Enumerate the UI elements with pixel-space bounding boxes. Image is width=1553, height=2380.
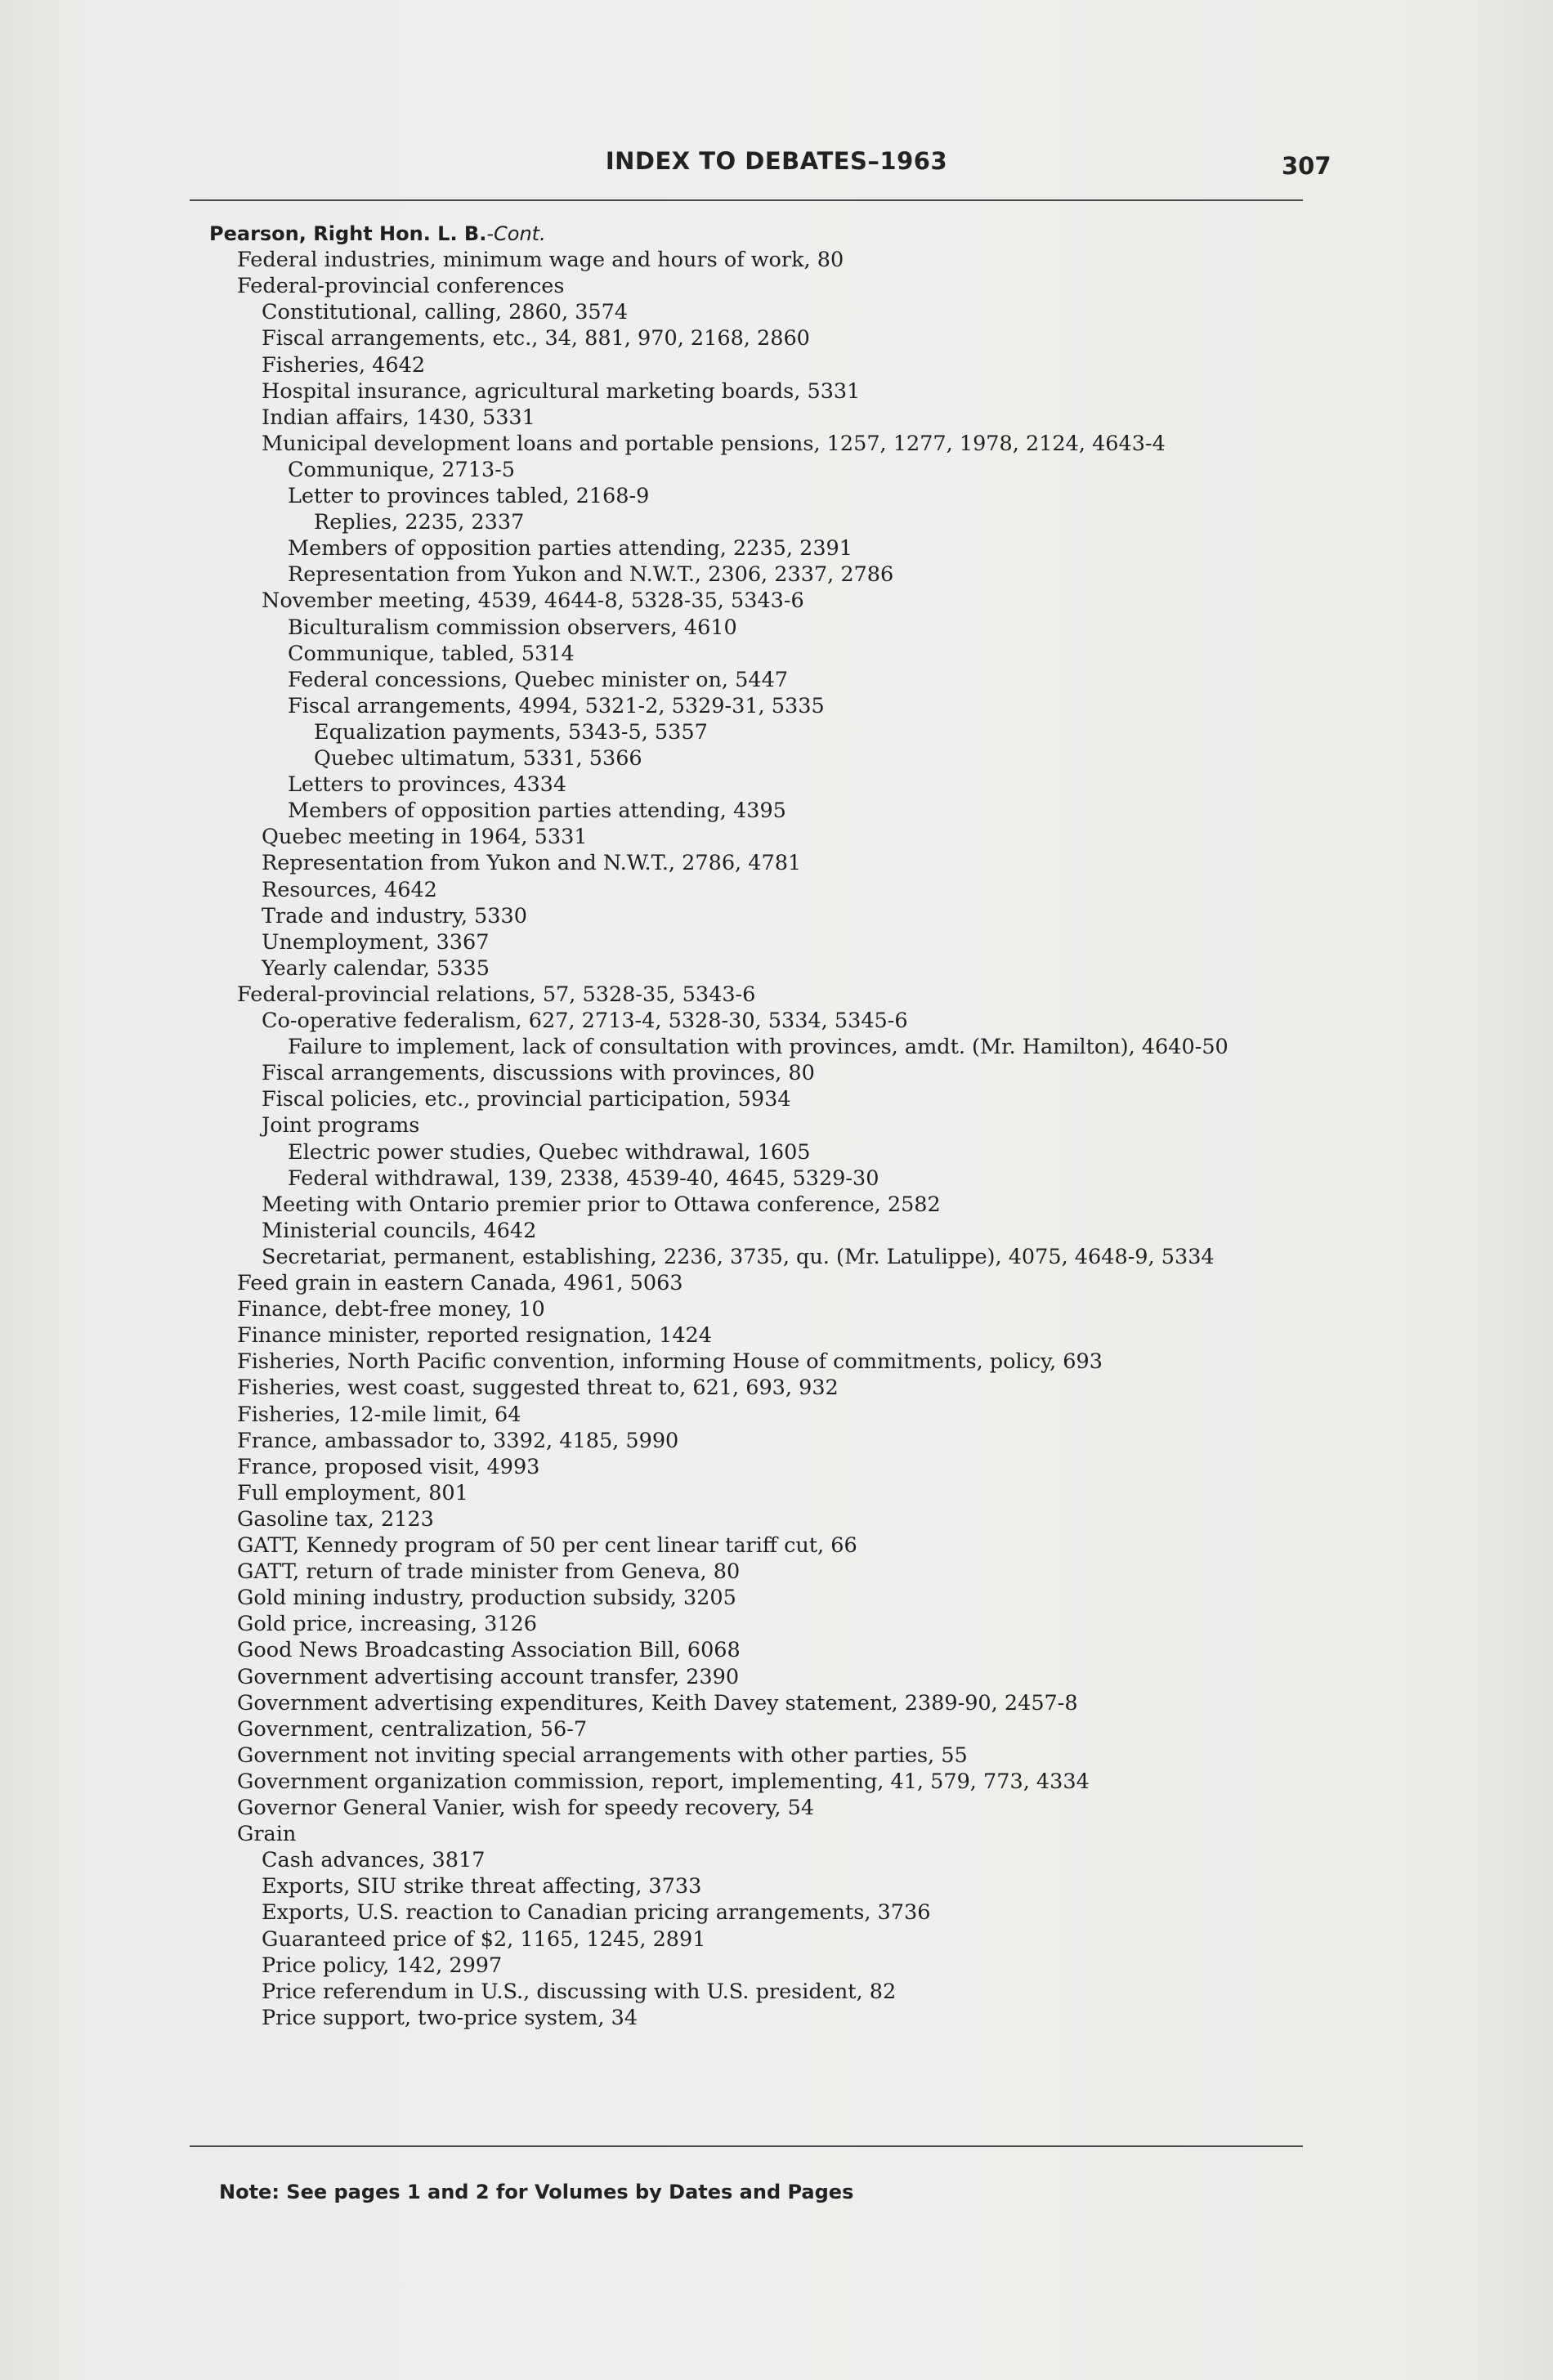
- index-entry: [262, 955, 490, 982]
- index-entry: [262, 929, 489, 955]
- index-entry: [288, 1034, 1229, 1060]
- index-entry: [314, 509, 524, 535]
- index-entry: [288, 798, 786, 824]
- index-entry: [262, 1873, 701, 1899]
- entry-text: Government, centralization, 56-7: [237, 1716, 588, 1742]
- index-entry: [262, 1060, 815, 1086]
- entry-text: Trade and industry, 5330: [262, 903, 527, 928]
- entry-text: Biculturalism commission observers, 4610: [288, 615, 737, 640]
- index-entry: [237, 1559, 740, 1585]
- index-entry: [288, 693, 825, 719]
- index-entry: [262, 1086, 791, 1112]
- index-entry: [262, 431, 1166, 457]
- entry-text: Fiscal policies, etc., provincial participation, 5934: [262, 1087, 791, 1112]
- entry-text: Federal-provincial relations, 57, 5328-35, 5343-6: [237, 982, 756, 1007]
- entry-text: Good News Broadcasting Association Bill, 6068: [237, 1638, 741, 1663]
- entry-text: Government advertising expenditures, Keith Davey statement, 2389-90, 2457-8: [237, 1690, 1078, 1716]
- index-entry: [262, 352, 425, 378]
- entry-text: Ministerial councils, 4642: [262, 1218, 537, 1243]
- index-entry: [262, 1979, 896, 2005]
- index-entry: [237, 1716, 587, 1742]
- index-entry: [262, 1112, 419, 1139]
- entry-text: Resources, 4642: [262, 877, 437, 902]
- index-entry: [237, 1742, 968, 1769]
- entry-text: Letters to provinces, 4334: [288, 772, 567, 798]
- index-entry: [262, 325, 810, 351]
- page-number: 307: [1282, 152, 1331, 180]
- entry-text: Government advertising account transfer, 2390: [237, 1664, 740, 1689]
- index-entry: [262, 877, 437, 903]
- index-entry: [237, 1322, 712, 1349]
- index-entry: [314, 745, 642, 772]
- entry-text: Price policy, 142, 2997: [262, 1953, 503, 1978]
- entry-text: Guaranteed price of $2, 1165, 1245, 2891: [262, 1926, 706, 1952]
- entry-text: Communique, tabled, 5314: [288, 641, 575, 666]
- entry-text: Federal withdrawal, 139, 2338, 4539-40, 4645, 5329-30: [288, 1165, 879, 1191]
- index-entry: [288, 641, 575, 667]
- entry-text: Gold mining industry, production subsidy, 3205: [237, 1586, 736, 1611]
- footer-note: Note: See pages 1 and 2 for Volumes by Dates and Pages: [219, 2181, 854, 2203]
- index-entry: [237, 1821, 296, 1847]
- entry-text: Cash advances, 3817: [262, 1848, 486, 1873]
- entry-text: Unemployment, 3367: [262, 929, 490, 955]
- entry-text: Government not inviting special arrangements with other parties, 55: [237, 1742, 968, 1768]
- entry-text: Fisheries, west coast, suggested threat to, 621, 693, 932: [237, 1376, 839, 1401]
- entry-text: GATT, Kennedy program of 50 per cent linear tariff cut, 66: [237, 1533, 857, 1558]
- entry-text: Meeting with Ontario premier prior to Ottawa conference, 2582: [262, 1192, 941, 1217]
- index-entry: [288, 535, 853, 561]
- entry-text: Pearson, Right Hon. L. B.: [209, 222, 487, 245]
- entry-text: Price referendum in U.S., discussing with U.S. president, 82: [262, 1979, 897, 2004]
- index-entry: [237, 1270, 683, 1296]
- index-entry: [237, 982, 755, 1008]
- entry-text: Federal-provincial conferences: [237, 274, 565, 299]
- index-entry: [262, 1953, 502, 1979]
- entry-text: Federal industries, minimum wage and hours of work, 80: [237, 248, 844, 273]
- index-entry: [237, 1664, 739, 1690]
- entry-text: November meeting, 4539, 4644-8, 5328-35, 5343-6: [262, 588, 804, 614]
- entry-text: Representation from Yukon and N.W.T., 2786, 4781: [262, 851, 802, 876]
- index-entry: [262, 1218, 536, 1244]
- entry-text: Fiscal arrangements, 4994, 5321-2, 5329-31, 5335: [288, 693, 825, 718]
- footer-rule: [190, 2145, 1303, 2147]
- entry-text: Feed grain in eastern Canada, 4961, 5063: [237, 1271, 683, 1295]
- entry-text: Members of opposition parties attending, 4395: [288, 799, 786, 824]
- index-entry: [262, 2005, 638, 2031]
- index-entry: [288, 772, 566, 798]
- entry-text: Finance, debt-free money, 10: [237, 1297, 545, 1322]
- index-entry: [237, 1349, 1103, 1375]
- entry-text: France, ambassador to, 3392, 4185, 5990: [237, 1428, 679, 1453]
- entry-text: Constitutional, calling, 2860, 3574: [262, 300, 629, 325]
- index-entry: [262, 1899, 930, 1926]
- index-heading: [209, 221, 546, 247]
- index-entry: [237, 1769, 1090, 1795]
- entry-text: Electric power studies, Quebec withdrawal, 1605: [288, 1139, 811, 1165]
- entry-text: Quebec meeting in 1964, 5331: [262, 825, 588, 850]
- entry-text: Letter to provinces tabled, 2168-9: [288, 484, 650, 508]
- entry-text: Communique, 2713-5: [288, 457, 516, 482]
- index-entry: [237, 1637, 741, 1663]
- index-entry: [262, 1847, 485, 1873]
- index-entry: [237, 1611, 537, 1637]
- entry-text: Equalization payments, 5343-5, 5357: [314, 719, 708, 745]
- index-entry: [288, 667, 788, 693]
- index-entry: [288, 483, 649, 509]
- entry-continued: -Cont.: [486, 222, 546, 245]
- entry-text: Federal concessions, Quebec minister on, 5447: [288, 667, 789, 692]
- index-entry: [262, 1192, 941, 1218]
- index-entry: [237, 247, 844, 273]
- entry-text: Fisheries, 12-mile limit, 64: [237, 1402, 521, 1427]
- index-entry: [237, 1296, 545, 1322]
- index-entry: [237, 1375, 839, 1401]
- entry-text: GATT, return of trade minister from Geneva, 80: [237, 1559, 741, 1585]
- index-entry: [237, 1454, 539, 1480]
- entry-text: Yearly calendar, 5335: [262, 955, 490, 981]
- entry-text: Co-operative federalism, 627, 2713-4, 5328-30, 5334, 5345-6: [262, 1009, 908, 1033]
- index-entry: [237, 1690, 1078, 1716]
- index-entry: [288, 1165, 879, 1192]
- page-title: INDEX TO DEBATES–1963: [605, 147, 948, 175]
- index-entry: [288, 1139, 811, 1165]
- index-entry: [262, 903, 527, 929]
- entry-text: Finance minister, reported resignation, 1424: [237, 1323, 712, 1349]
- index-entry: [262, 1244, 1215, 1270]
- entry-text: Full employment, 801: [237, 1480, 468, 1505]
- index-entry: [288, 615, 737, 641]
- index-entry: [237, 1795, 814, 1821]
- entry-text: Indian affairs, 1430, 5331: [262, 405, 535, 430]
- index-entry: [262, 405, 535, 431]
- index-entry: [262, 378, 860, 405]
- index-entry: [288, 561, 893, 588]
- index-entry: [262, 850, 801, 876]
- entry-text: Government organization commission, report, implementing, 41, 579, 773, 4334: [237, 1769, 1090, 1794]
- index-entry: [262, 588, 804, 614]
- entry-text: Joint programs: [262, 1113, 420, 1139]
- entry-text: Representation from Yukon and N.W.T., 2306, 2337, 2786: [288, 562, 894, 588]
- entry-text: Quebec ultimatum, 5331, 5366: [314, 746, 642, 771]
- index-entry: [314, 719, 708, 745]
- index-entry: [237, 1480, 468, 1506]
- entry-text: Gasoline tax, 2123: [237, 1506, 434, 1532]
- index-entry: [262, 824, 588, 850]
- index-entry: [237, 1428, 678, 1454]
- entry-text: Members of opposition parties attending, 2235, 2391: [288, 536, 853, 561]
- entry-text: Price support, two-price system, 34: [262, 2005, 638, 2030]
- entry-text: France, proposed visit, 4993: [237, 1454, 540, 1479]
- entry-text: Fiscal arrangements, discussions with provinces, 80: [262, 1061, 815, 1086]
- entry-text: Replies, 2235, 2337: [314, 510, 525, 535]
- entry-text: Fisheries, 4642: [262, 352, 426, 378]
- entry-text: Hospital insurance, agricultural marketing boards, 5331: [262, 378, 861, 404]
- entry-text: Municipal development loans and portable pensions, 1257, 1277, 1978, 2124, 4643-4: [262, 431, 1166, 456]
- index-entry: [237, 1532, 857, 1559]
- entry-text: Grain: [237, 1822, 297, 1847]
- entry-text: Failure to implement, lack of consultation with provinces, amdt. (Mr. Hamilton), 4640-50: [288, 1035, 1229, 1060]
- index-entry: [262, 1926, 705, 1953]
- entry-text: Exports, U.S. reaction to Canadian pricing arrangements, 3736: [262, 1900, 931, 1926]
- index-entry: [237, 273, 564, 299]
- index-entry: [237, 1506, 434, 1532]
- entry-text: Exports, SIU strike threat affecting, 3733: [262, 1874, 702, 1899]
- index-entry: [237, 1585, 736, 1611]
- entry-text: Fisheries, North Pacific convention, informing House of commitments, policy, 693: [237, 1349, 1103, 1375]
- entry-text: Fiscal arrangements, etc., 34, 881, 970, 2168, 2860: [262, 326, 810, 351]
- index-entry: [237, 1402, 521, 1428]
- index-entry: [262, 1008, 908, 1034]
- entry-text: Secretariat, permanent, establishing, 2236, 3735, qu. (Mr. Latulippe), 4075, 4648-9, 5334: [262, 1244, 1215, 1269]
- entry-text: Governor General Vanier, wish for speedy recovery, 54: [237, 1796, 815, 1820]
- header-rule: [190, 199, 1303, 201]
- entry-text: Gold price, increasing, 3126: [237, 1612, 537, 1637]
- index-entry: [288, 457, 515, 483]
- index-entry: [262, 299, 628, 325]
